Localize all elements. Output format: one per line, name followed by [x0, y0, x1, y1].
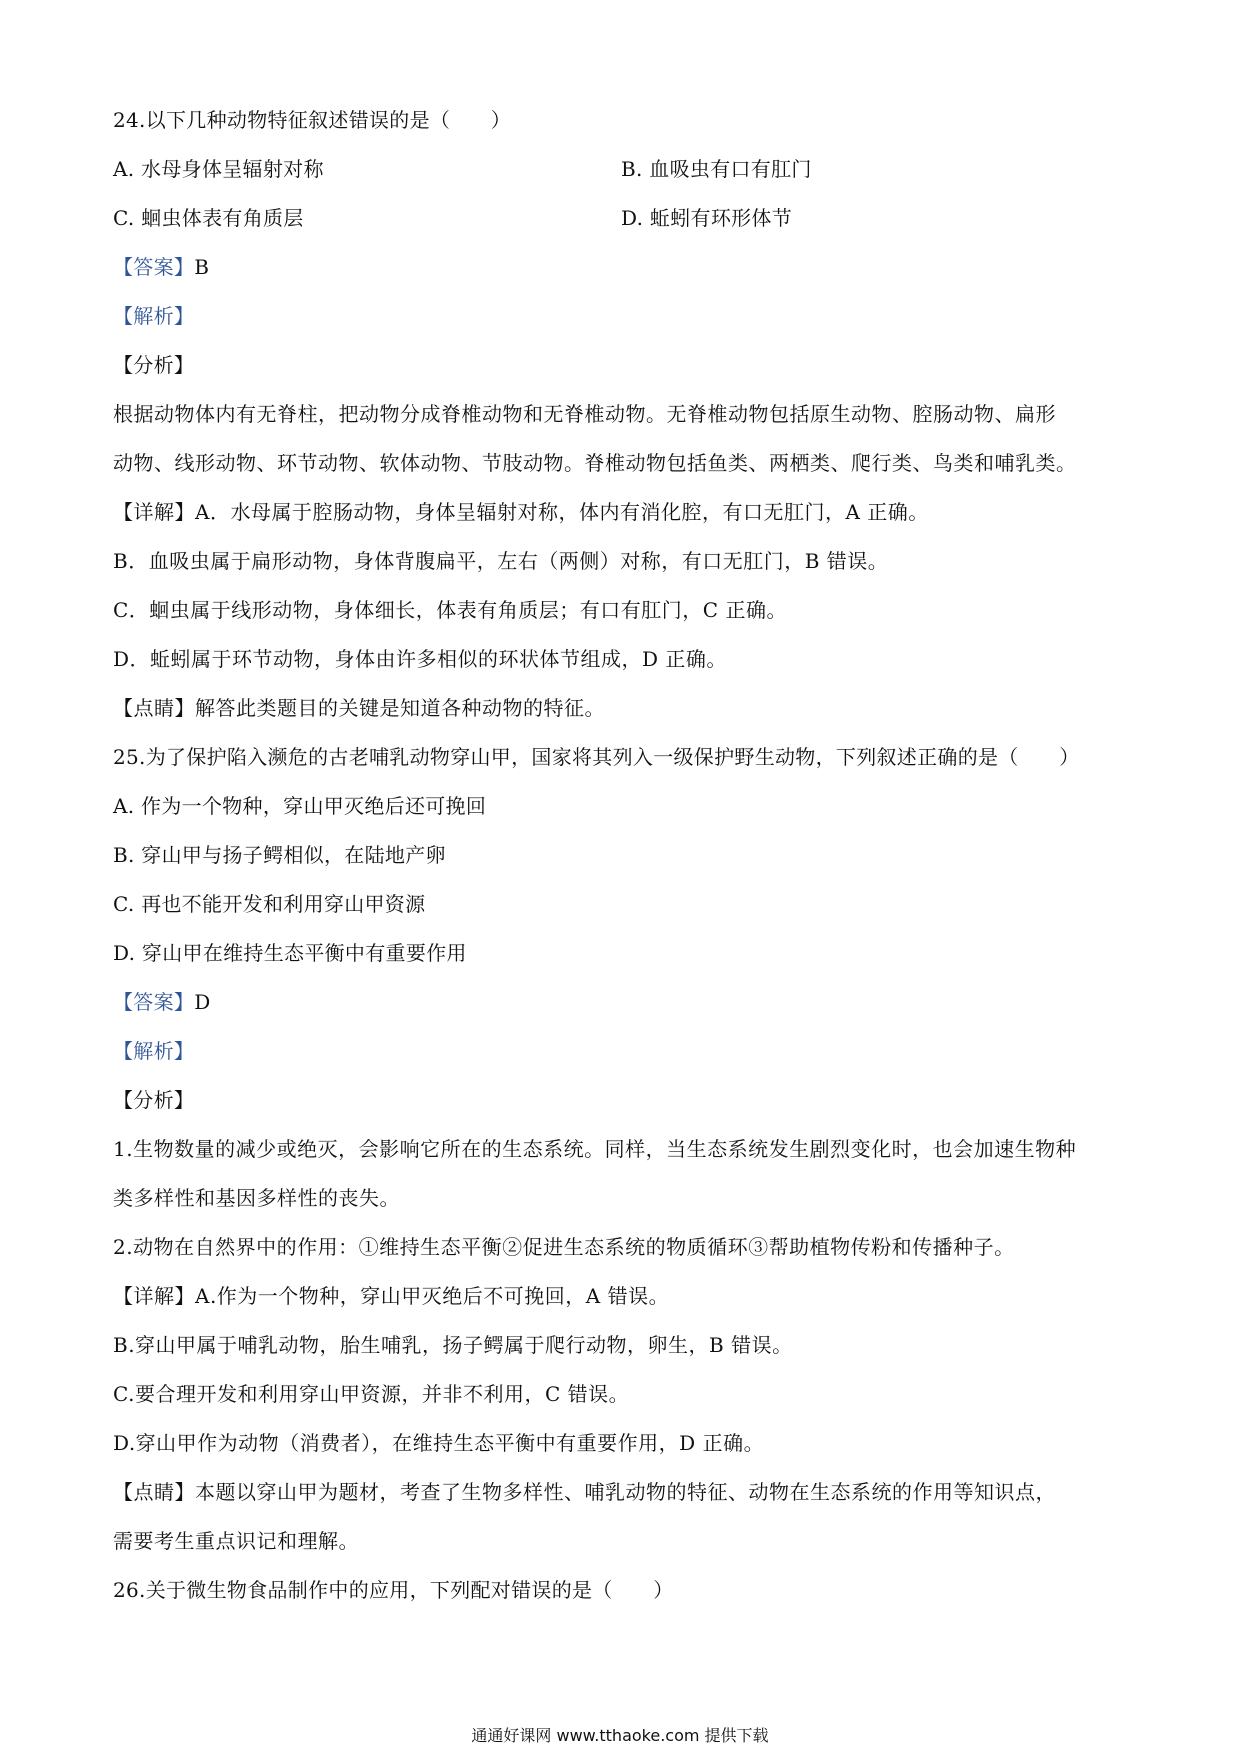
q25-option-d: D. 穿山甲在维持生态平衡中有重要作用: [113, 941, 467, 965]
q24-options-row-1: [113, 145, 1133, 194]
fenxi-tag: 【分析】: [113, 353, 195, 377]
q24-option-c: C. 蛔虫体表有角质层: [113, 206, 304, 230]
answer-value: D: [194, 990, 211, 1014]
q24-answer: [113, 243, 1133, 292]
q24-option-b: B. 血吸虫有口有肛门: [621, 157, 812, 181]
q24-detail-c: C．蛔虫属于线形动物，身体细长，体表有角质层；有口有肛门，C 正确。: [113, 598, 787, 622]
q24-detail-b: B．血吸虫属于扁形动物，身体背腹扁平，左右（两侧）对称，有口无肛门，B 错误。: [113, 549, 889, 573]
dianjing-tag: 【点睛】: [113, 1480, 195, 1504]
q24-fenxi-line-1: 根据动物体内有无脊柱，把动物分成脊椎动物和无脊椎动物。无脊椎动物包括原生动物、腔肠动物、扁形: [113, 402, 1056, 426]
q26-stem: 26.关于微生物食品制作中的应用，下列配对错误的是（ ）: [113, 1578, 674, 1602]
q25-detail-a: [113, 1272, 1133, 1321]
q25-option-b: B. 穿山甲与扬子鳄相似，在陆地产卵: [113, 843, 446, 867]
q24-analysis-heading: [113, 292, 1133, 341]
q25-answer: [113, 978, 1133, 1027]
q24-option-a: A. 水母身体呈辐射对称: [113, 157, 324, 181]
q25-fenxi-heading: [113, 1076, 1133, 1125]
q25-detail-d: D.穿山甲作为动物（消费者），在维持生态平衡中有重要作用，D 正确。: [113, 1431, 765, 1455]
q25-option-a: A. 作为一个物种，穿山甲灭绝后还可挽回: [113, 794, 487, 818]
analysis-tag: 【解析】: [113, 1039, 195, 1063]
q24-fenxi-line-2: 动物、线形动物、环节动物、软体动物、节肢动物。脊椎动物包括鱼类、两栖类、爬行类、鸟类和哺乳类。: [113, 451, 1077, 475]
detail-tag: 【详解】: [113, 1284, 195, 1308]
fenxi-tag: 【分析】: [113, 1088, 195, 1112]
q25-fenxi-line-1: 1.生物数量的减少或绝灭，会影响它所在的生态系统。同样，当生态系统发生剧烈变化时，也会加速生物种: [113, 1137, 1077, 1161]
q24-fenxi-heading: [113, 341, 1133, 390]
q25-analysis-heading: [113, 1027, 1133, 1076]
q24-dianjing: [113, 684, 1133, 733]
detail-text: A．水母属于腔肠动物，身体呈辐射对称，体内有消化腔，有口无肛门，A 正确。: [195, 500, 929, 524]
q25-dianjing: [113, 1468, 1133, 1517]
dianjing-text: 本题以穿山甲为题材，考查了生物多样性、哺乳动物的特征、动物在生态系统的作用等知识点，: [195, 1480, 1056, 1504]
answer-tag: 【答案】: [113, 990, 195, 1014]
q25-detail-c: C.要合理开发和利用穿山甲资源，并非不利用，C 错误。: [113, 1382, 630, 1406]
dianjing-text: 解答此类题目的关键是知道各种动物的特征。: [195, 696, 605, 720]
q25-fenxi-line-3: 2.动物在自然界中的作用：①维持生态平衡②促进生态系统的物质循环③帮助植物传粉和传播种子。: [113, 1235, 1015, 1259]
q24-option-d: D. 蚯蚓有环形体节: [621, 206, 793, 230]
q24-stem: 24.以下几种动物特征叙述错误的是（ ）: [113, 108, 512, 132]
footer-watermark: 通通好课网 www.tthaoke.com 提供下载: [471, 1726, 769, 1745]
answer-value: B: [194, 255, 210, 279]
q25-fenxi-line-2: 类多样性和基因多样性的丧失。: [113, 1186, 400, 1210]
dianjing-tag: 【点睛】: [113, 696, 195, 720]
analysis-tag: 【解析】: [113, 304, 195, 328]
q25-detail-b: B.穿山甲属于哺乳动物，胎生哺乳，扬子鳄属于爬行动物，卵生，B 错误。: [113, 1333, 793, 1357]
answer-tag: 【答案】: [113, 255, 195, 279]
document-page: [113, 96, 1133, 1615]
q25-dianjing-line-2: 需要考生重点识记和理解。: [113, 1529, 359, 1553]
q24-detail-d: D．蚯蚓属于环节动物，身体由许多相似的环状体节组成，D 正确。: [113, 647, 727, 671]
detail-text: A.作为一个物种，穿山甲灭绝后不可挽回，A 错误。: [195, 1284, 670, 1308]
q25-option-c: C. 再也不能开发和利用穿山甲资源: [113, 892, 426, 916]
detail-tag: 【详解】: [113, 500, 195, 524]
q24-detail-a: [113, 488, 1133, 537]
q24-options-row-2: [113, 194, 1133, 243]
q25-stem: 25.为了保护陷入濒危的古老哺乳动物穿山甲，国家将其列入一级保护野生动物，下列叙述正确的是（ ）: [113, 745, 1080, 769]
